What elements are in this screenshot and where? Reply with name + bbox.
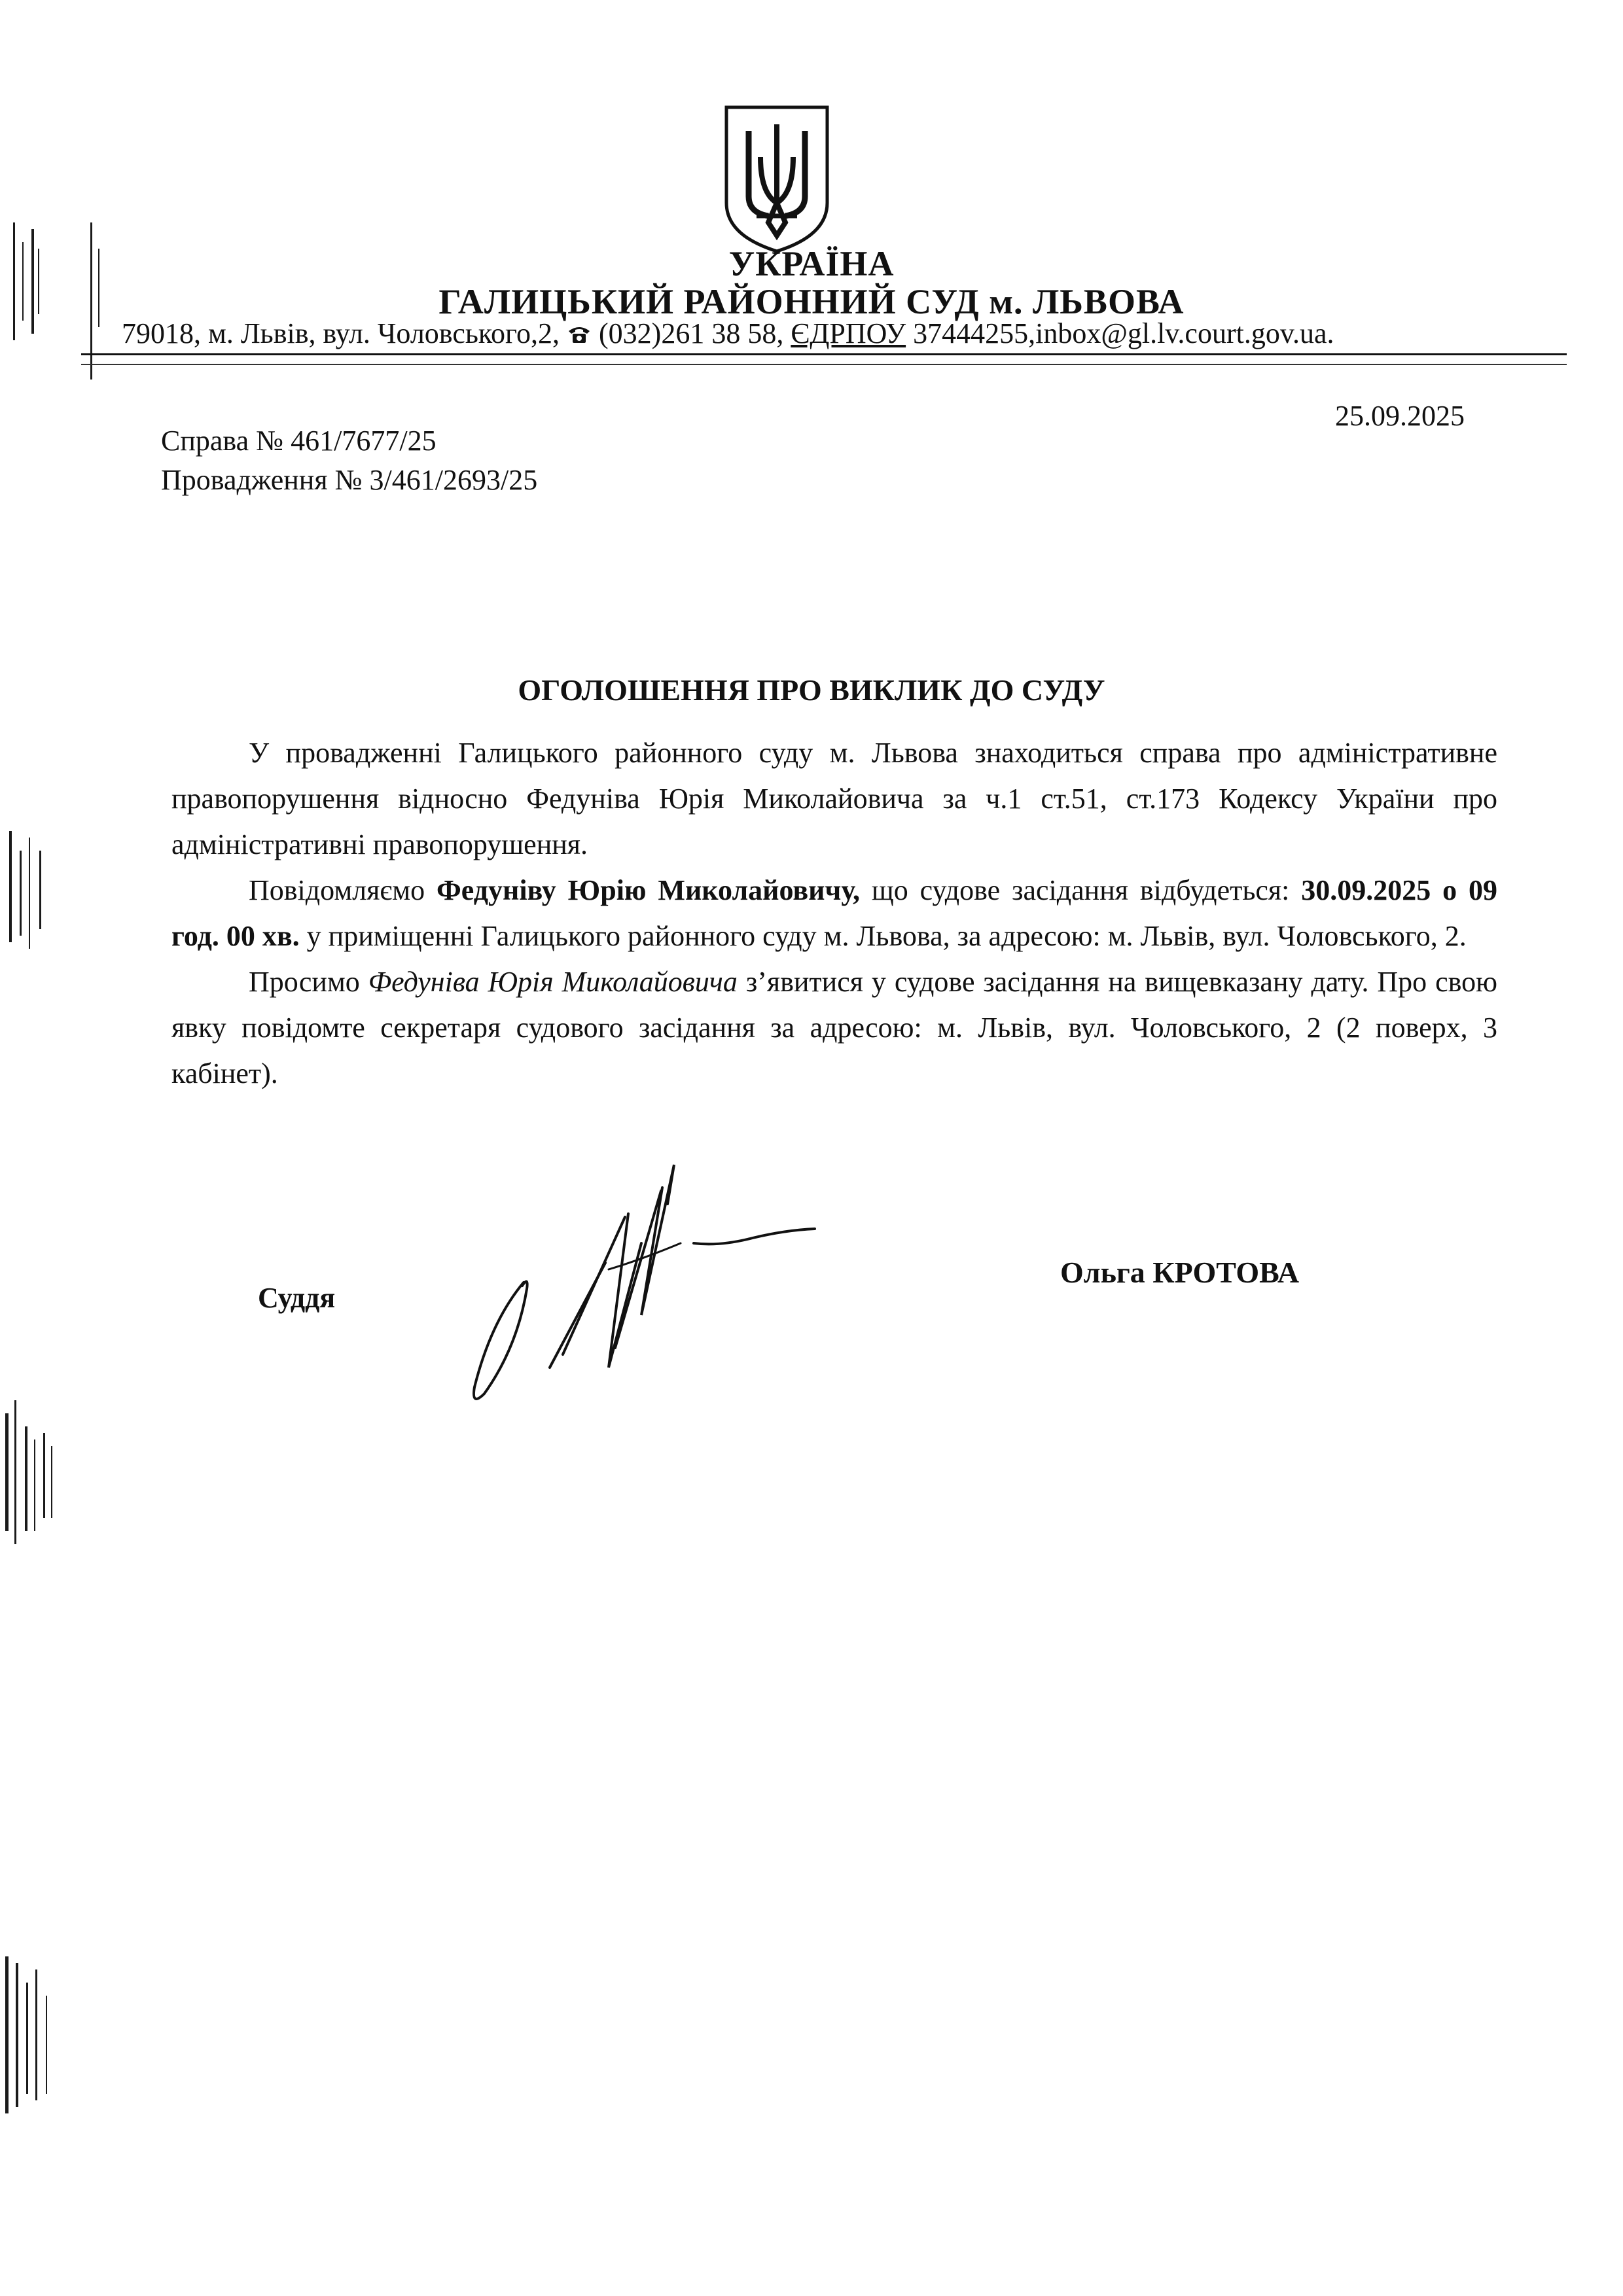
court-address-line (122, 317, 1334, 350)
defendant-name-bold: Федуніву Юрію Миколайовичу, (436, 874, 860, 906)
document-body (171, 730, 1497, 1097)
case-number: Справа № 461/7677/25 (161, 425, 437, 457)
document-title: ОГОЛОШЕННЯ ПРО ВИКЛИК ДО СУДУ (518, 673, 1105, 707)
judge-name: Ольга КРОТОВА (1060, 1256, 1300, 1289)
edrpou-label: ЄДРПОУ (791, 317, 906, 349)
p2-text-mid: що судове засідання відбудеться: (859, 874, 1302, 906)
country-heading: УКРАЇНА (728, 244, 895, 283)
defendant-name-italic: Федуніва Юрія Миколайовича (368, 966, 738, 998)
proceeding-number: Провадження № 3/461/2693/25 (161, 464, 538, 496)
telephone-icon (567, 325, 592, 344)
handwritten-signature (445, 1152, 903, 1426)
court-name-heading: ГАЛИЦЬКИЙ РАЙОННИЙ СУД м. ЛЬВОВА (438, 282, 1185, 321)
edrpou-and-email: 37444255,inbox@gl.lv.court.gov.ua. (906, 317, 1334, 349)
header-divider (81, 353, 1567, 355)
coat-of-arms-icon (722, 105, 831, 254)
hearing-datetime: 30.09.2025 о 09 год. 00 хв. (171, 874, 1498, 952)
phone-number: (032)261 38 58, (599, 317, 784, 349)
p2-text-end: у приміщенні Галицького районного суду м. Львова, за адресою: м. Львів, вул. Чоловського, 2. (299, 920, 1467, 952)
header-divider-secondary (81, 364, 1567, 365)
paragraph-hearing-notice (171, 868, 1497, 959)
address-text: 79018, м. Львів, вул. Чоловського,2, (122, 317, 560, 349)
paragraph-request (171, 959, 1497, 1097)
p3-text-end: з’явитися у судове засідання на вищевказану дату. Про свою явку повідомте секретаря судового засідання за адресою: м. Львів, вул. Чоловського, 2 (2 поверх, 3 кабінет). (171, 966, 1497, 1089)
p2-text-start: Повідомляємо (249, 874, 437, 906)
paragraph-case-info: У провадженні Галицького районного суду м. Львова знаходиться справа про адміністративне правопорушення відносно Федуніва Юрія Миколайовича за ч.1 ст.51, ст.173 Кодексу України про адміністративні правопорушення. (171, 737, 1497, 860)
p3-text-start: Просимо (249, 966, 368, 998)
judge-label: Суддя (258, 1282, 336, 1314)
document-date: 25.09.2025 (1335, 400, 1465, 432)
